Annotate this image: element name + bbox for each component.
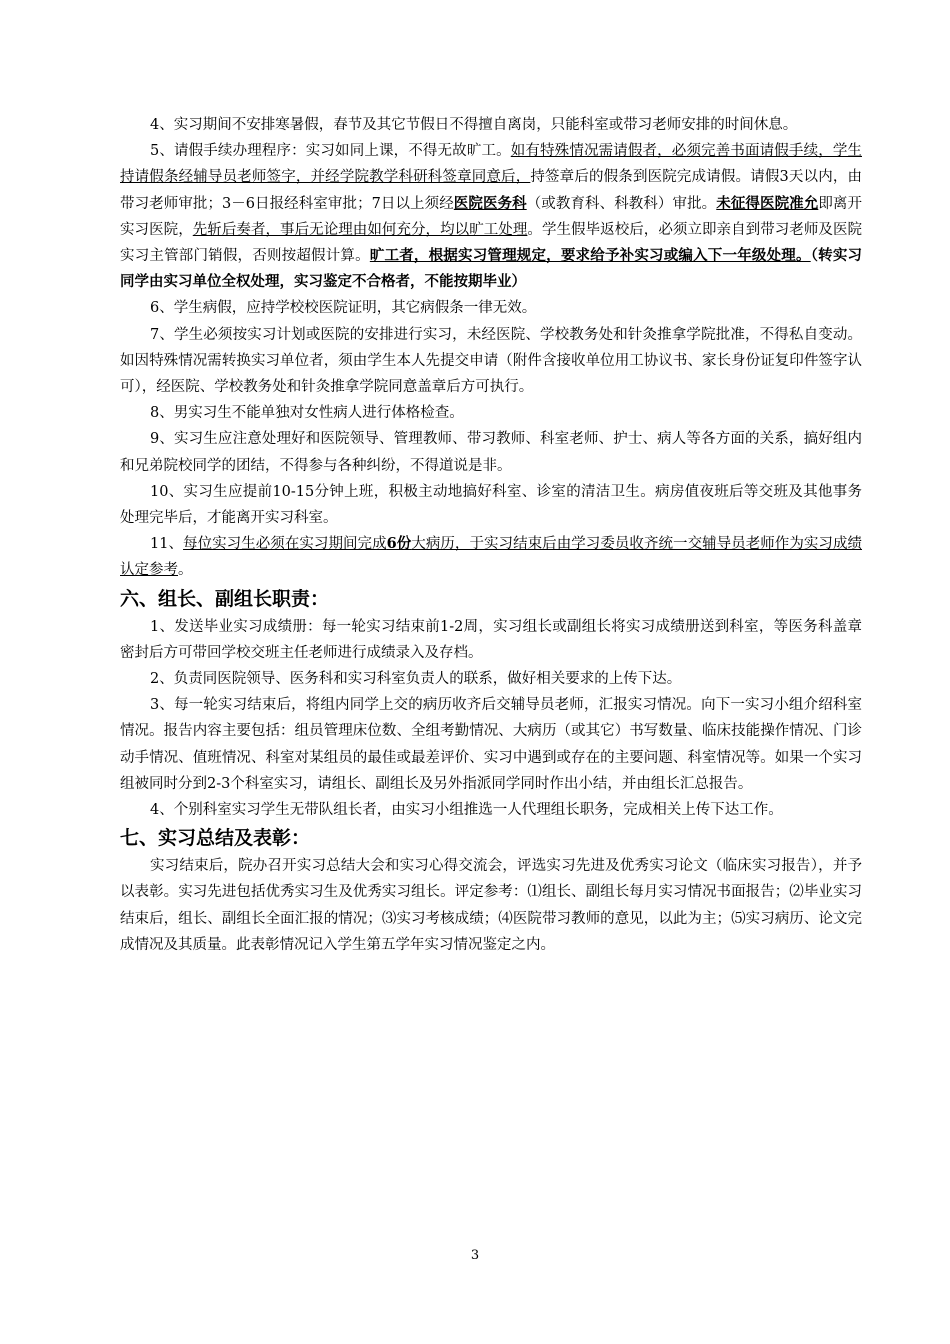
rule-5-return: 。学生假毕返校后，必须立即亲自到带习老师及医院实习主管部门销假，否则按超假计算。 <box>120 221 863 265</box>
rule-5-absentee-penalty: 旷工者，根据实习管理规定，要求给予补实习或编入下一年级处理。 <box>369 247 811 265</box>
rule-11 <box>120 531 862 583</box>
rule-5-leave-procedure: 如有特殊情况需请假者，必须完善书面请假手续，学生持请假条经辅导员老师签字，并经学院教学科研科签章同意后， <box>120 143 862 186</box>
rule-7: 7、学生必须按实习计划或医院的安排进行实习，未经医院、学校教务处和针灸推拿学院批准，不得私自变动。如因特殊情况需转换实习单位者，须由学生本人先提交申请（附件含接收单位用工协议书、家长身份证复印件签字认可），经医院、学校教务处和针灸推拿学院同意盖章后方可执行。 <box>120 326 862 396</box>
rule-5-leave-hospital: 即离开实习医院， <box>120 195 863 238</box>
section-heading-6: 六、组长、副组长职责： <box>120 587 330 610</box>
rule-10: 10、实习生应提前10-15分钟上班，积极主动地搞好科室、诊室的清洁卫生。病房值夜班后等交班及其他事务处理完毕后，才能离开实习科室。 <box>120 483 862 527</box>
rule-5-approval: 持签章后的假条到医院完成请假。请假3天以内，由带习老师审批；3－6日报经科室审批；7日以上须经 <box>120 169 862 212</box>
rule-5-transfer-note: （转实习同学由实习单位全权处理，实习鉴定不合格者，不能按期毕业） <box>120 247 863 291</box>
rule-5-absence-rule: 先斩后奏者，事后无论理由如何充分，均以旷工处理 <box>192 221 528 238</box>
leader-duty-1: 1、发送毕业实习成绩册：每一轮实习结束前1-2周，实习组长或副组长将实习成绩册送到科室，等医务科盖章密封后方可带回学校交班主任老师进行成绩录入及存档。 <box>120 618 862 661</box>
document-body <box>120 112 862 958</box>
rule-5-medical-office: 医院医务科 <box>453 194 527 212</box>
rule-8: 8、男实习生不能单独对女性病人进行体格检查。 <box>150 405 464 422</box>
rule-11-number: 11、 <box>150 536 184 553</box>
leader-duty-2: 2、负责同医院领导、医务科和实习科室负责人的联系，做好相关要求的上传下达。 <box>150 671 682 688</box>
leader-duty-4: 4、个别科室实习学生无带队组长者，由实习小组推选一人代理组长职务，完成相关上传下达工作。 <box>150 802 783 819</box>
leader-duty-3: 3、每一轮实习结束后，将组内同学上交的病历收齐后交辅导员老师，汇报实习情况。向下一实习小组介绍科室情况。报告内容主要包括：组员管理床位数、全组考勤情况、大病历（或其它）书写数量、临床技能操作情况、门诊动手情况、值班情况、科室对某组员的最佳或最差评价、实习中遇到或存在的主要问题、科室情况等。如果一个实习组被同时分到2-3个科室实习，请组长、副组长及另外指派同学同时作出小结，并由组长汇总报告。 <box>120 697 862 792</box>
rule-9: 9、实习生应注意处理好和医院领导、管理教师、带习教师、科室老师、护士、病人等各方面的关系，搞好组内和兄弟院校同学的团结，不得参与各种纠纷，不得道说是非。 <box>120 431 862 474</box>
rule-11-end: 。 <box>178 562 193 579</box>
page-number: 3 <box>470 1248 480 1263</box>
rule-11-count: 6份 <box>386 535 412 553</box>
summary-paragraph: 实习结束后，院办召开实习总结大会和实习心得交流会，评选实习先进及优秀实习论文（临床实习报告），并予以表彰。实习先进包括优秀实习生及优秀实习组长。评定参考：⑴组长、副组长每月实习情况书面报告；⑵毕业实习结束后，组长、副组长全面汇报的情况；⑶实习考核成绩；⑷医院带习教师的意见，以此为主；⑸实习病历、论文完成情况及其质量。此表彰情况记入学生第五学年实习情况鉴定之内。 <box>120 858 862 953</box>
rule-5-no-permission: 未征得医院准允 <box>716 194 819 212</box>
rule-5-intro: 5、请假手续办理程序：实习如同上课，不得无故旷工。 <box>150 143 511 160</box>
rule-5 <box>120 138 862 295</box>
rule-11-submission: 大病历，于实习结束后由学习委员收齐统一交辅导员老师作为实习成绩认定参考 <box>120 536 863 579</box>
rule-11-requirement: 每位实习生必须在实习期间完成 <box>183 536 387 553</box>
rule-6: 6、学生病假，应持学校校医院证明，其它病假条一律无效。 <box>150 300 537 317</box>
rule-5-approval-tail: （或教育科、科教科）审批。 <box>526 195 717 212</box>
rule-4: 4、实习期间不安排寒暑假，春节及其它节假日不得擅自离岗，只能科室或带习老师安排的时间休息。 <box>150 117 798 133</box>
section-heading-7: 七、实习总结及表彰： <box>120 827 311 850</box>
